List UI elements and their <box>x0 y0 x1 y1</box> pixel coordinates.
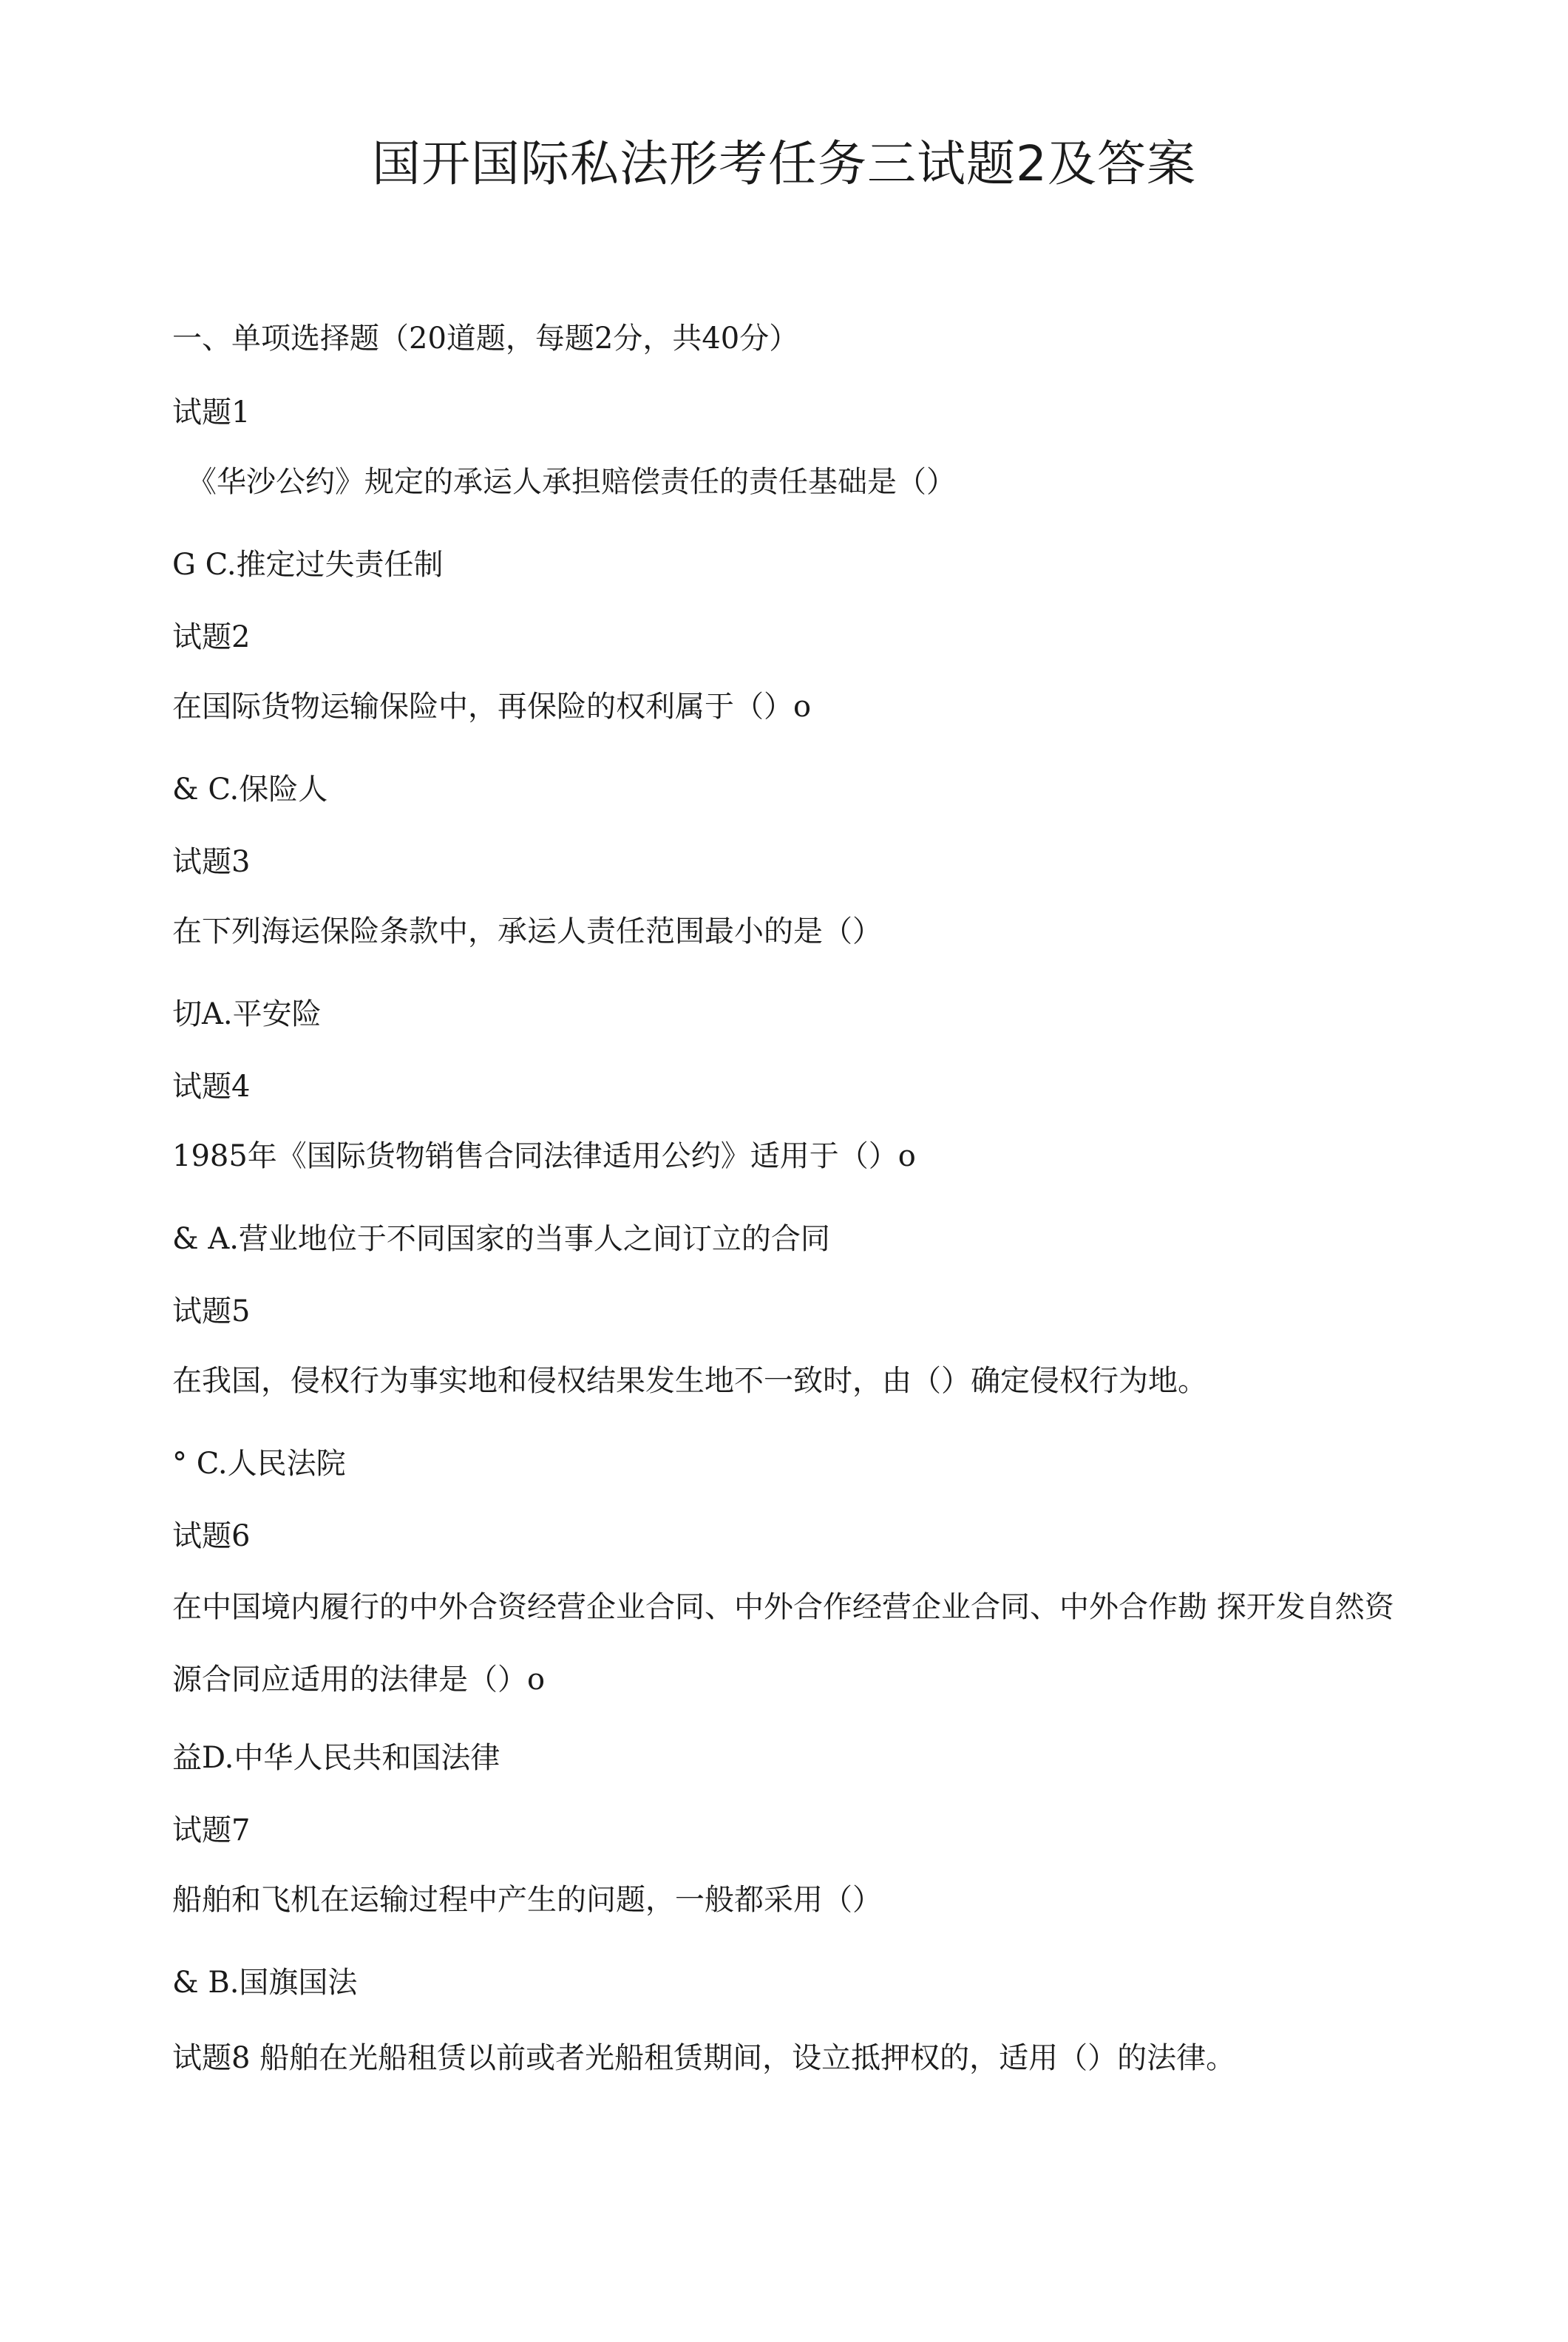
question-answer: 切A.平安险 <box>172 997 322 1031</box>
question-label-with-stem: 试题8 船舶在光船租赁以前或者光船租赁期间，设立抵押权的，适用（）的法律。 <box>172 2041 1236 2075</box>
question-answer: 益D.中华人民共和国法律 <box>172 1741 500 1775</box>
question-label: 试题1 <box>172 396 251 430</box>
question-stem: 在下列海运保险条款中，承运人责任范围最小的是（） <box>172 914 882 948</box>
section-heading: 一、单项选择题（20道题，每题2分，共40分） <box>172 322 799 356</box>
question-label: 试题7 <box>172 1813 251 1847</box>
question-answer: & B.国旗国法 <box>172 1966 358 2000</box>
question-stem: 1985年《国际货物销售合同法律适用公约》适用于（）o <box>172 1139 916 1173</box>
question-stem: 在中国境内履行的中外合资经营企业合同、中外合作经营企业合同、中外合作勘 探开发自然资源合同应适用的法律是（）o <box>172 1590 1394 1697</box>
question-stem: 《华沙公约》规定的承运人承担赔偿责任的责任基础是（） <box>187 465 956 499</box>
document-title: 国开国际私法形考任务三试题2及答案 <box>372 135 1196 192</box>
question-answer: ° C.人民法院 <box>172 1447 346 1481</box>
question-stem: 船舶和飞机在运输过程中产生的问题，一般都采用（） <box>172 1883 882 1917</box>
question-answer: G C.推定过失责任制 <box>172 548 444 582</box>
question-label: 试题2 <box>172 620 251 654</box>
question-answer: & C.保险人 <box>172 773 328 807</box>
question-label: 试题5 <box>172 1294 251 1328</box>
question-stem: 在我国，侵权行为事实地和侵权结果发生地不一致时，由（）确定侵权行为地。 <box>172 1364 1207 1398</box>
question-label: 试题6 <box>172 1519 251 1553</box>
question-label: 试题4 <box>172 1070 251 1104</box>
question-answer: & A.营业地位于不同国家的当事人之间订立的合同 <box>172 1222 830 1256</box>
question-label: 试题3 <box>172 845 251 879</box>
question-stem: 在国际货物运输保险中，再保险的权利属于（）o <box>172 690 812 724</box>
